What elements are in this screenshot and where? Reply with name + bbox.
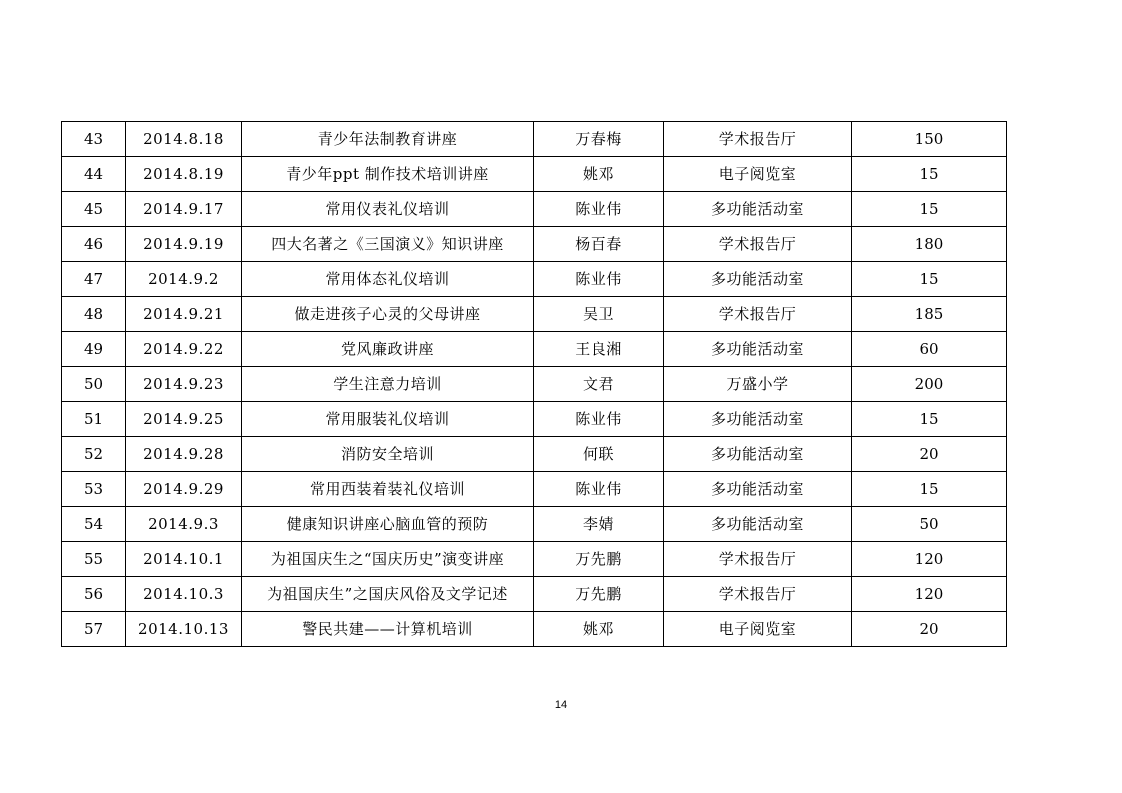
cell-title: 警民共建——计算机培训 [242,612,534,647]
cell-count: 120 [852,577,1007,612]
table-row [62,122,1007,157]
cell-count: 15 [852,402,1007,437]
cell-speaker: 王良湘 [534,332,664,367]
cell-date: 2014.9.23 [126,367,242,402]
cell-date: 2014.9.25 [126,402,242,437]
cell-title: 为祖国庆生”之国庆风俗及文学记述 [242,577,534,612]
cell-date: 2014.9.28 [126,437,242,472]
cell-count: 120 [852,542,1007,577]
cell-title: 四大名著之《三国演义》知识讲座 [242,227,534,262]
table-row [62,227,1007,262]
cell-date: 2014.9.2 [126,262,242,297]
cell-title: 做走进孩子心灵的父母讲座 [242,297,534,332]
cell-speaker: 陈业伟 [534,402,664,437]
cell-date: 2014.9.19 [126,227,242,262]
cell-row-number: 50 [62,367,126,402]
cell-row-number: 46 [62,227,126,262]
cell-row-number: 54 [62,507,126,542]
table-row [62,612,1007,647]
cell-count: 50 [852,507,1007,542]
table-row [62,577,1007,612]
cell-count: 20 [852,437,1007,472]
cell-row-number: 47 [62,262,126,297]
cell-speaker: 陈业伟 [534,262,664,297]
cell-title: 学生注意力培训 [242,367,534,402]
training-records-table [61,121,1007,647]
cell-count: 150 [852,122,1007,157]
table-row [62,157,1007,192]
cell-venue: 多功能活动室 [664,507,852,542]
table-row [62,262,1007,297]
cell-date: 2014.10.13 [126,612,242,647]
cell-title: 常用西装着装礼仪培训 [242,472,534,507]
cell-date: 2014.9.3 [126,507,242,542]
cell-speaker: 姚邓 [534,157,664,192]
cell-date: 2014.10.1 [126,542,242,577]
cell-count: 60 [852,332,1007,367]
cell-title: 为祖国庆生之“国庆历史”演变讲座 [242,542,534,577]
cell-count: 15 [852,262,1007,297]
cell-date: 2014.9.22 [126,332,242,367]
cell-count: 180 [852,227,1007,262]
cell-title: 党风廉政讲座 [242,332,534,367]
cell-venue: 学术报告厅 [664,577,852,612]
cell-date: 2014.9.21 [126,297,242,332]
cell-row-number: 53 [62,472,126,507]
table-row [62,332,1007,367]
cell-venue: 多功能活动室 [664,262,852,297]
cell-count: 20 [852,612,1007,647]
page-number: 14 [554,699,568,711]
cell-title: 青少年ppt 制作技术培训讲座 [242,157,534,192]
cell-speaker: 吴卫 [534,297,664,332]
cell-speaker: 万先鹏 [534,542,664,577]
cell-row-number: 52 [62,437,126,472]
cell-venue: 电子阅览室 [664,612,852,647]
cell-row-number: 55 [62,542,126,577]
cell-row-number: 45 [62,192,126,227]
cell-date: 2014.9.17 [126,192,242,227]
table-row [62,437,1007,472]
table-row [62,507,1007,542]
cell-speaker: 万先鹏 [534,577,664,612]
cell-count: 185 [852,297,1007,332]
cell-date: 2014.10.3 [126,577,242,612]
cell-count: 200 [852,367,1007,402]
cell-venue: 多功能活动室 [664,402,852,437]
cell-venue: 万盛小学 [664,367,852,402]
cell-venue: 学术报告厅 [664,227,852,262]
cell-venue: 多功能活动室 [664,332,852,367]
cell-row-number: 43 [62,122,126,157]
cell-row-number: 51 [62,402,126,437]
cell-row-number: 49 [62,332,126,367]
cell-row-number: 48 [62,297,126,332]
cell-count: 15 [852,192,1007,227]
cell-speaker: 陈业伟 [534,192,664,227]
cell-count: 15 [852,472,1007,507]
cell-count: 15 [852,157,1007,192]
cell-title: 消防安全培训 [242,437,534,472]
cell-venue: 学术报告厅 [664,297,852,332]
cell-speaker: 杨百春 [534,227,664,262]
cell-venue: 学术报告厅 [664,122,852,157]
table-row [62,367,1007,402]
cell-speaker: 万春梅 [534,122,664,157]
cell-venue: 学术报告厅 [664,542,852,577]
cell-title: 健康知识讲座心脑血管的预防 [242,507,534,542]
cell-row-number: 56 [62,577,126,612]
cell-title: 青少年法制教育讲座 [242,122,534,157]
table-row [62,297,1007,332]
table-row [62,192,1007,227]
cell-speaker: 李婧 [534,507,664,542]
cell-date: 2014.9.29 [126,472,242,507]
cell-speaker: 陈业伟 [534,472,664,507]
cell-row-number: 57 [62,612,126,647]
cell-title: 常用体态礼仪培训 [242,262,534,297]
table-row [62,472,1007,507]
cell-row-number: 44 [62,157,126,192]
cell-speaker: 姚邓 [534,612,664,647]
cell-venue: 电子阅览室 [664,157,852,192]
table-row [62,402,1007,437]
cell-venue: 多功能活动室 [664,472,852,507]
cell-speaker: 文君 [534,367,664,402]
cell-venue: 多功能活动室 [664,437,852,472]
cell-title: 常用服装礼仪培训 [242,402,534,437]
cell-date: 2014.8.19 [126,157,242,192]
cell-title: 常用仪表礼仪培训 [242,192,534,227]
cell-speaker: 何联 [534,437,664,472]
table-row [62,542,1007,577]
cell-venue: 多功能活动室 [664,192,852,227]
cell-date: 2014.8.18 [126,122,242,157]
table-body [62,122,1007,647]
